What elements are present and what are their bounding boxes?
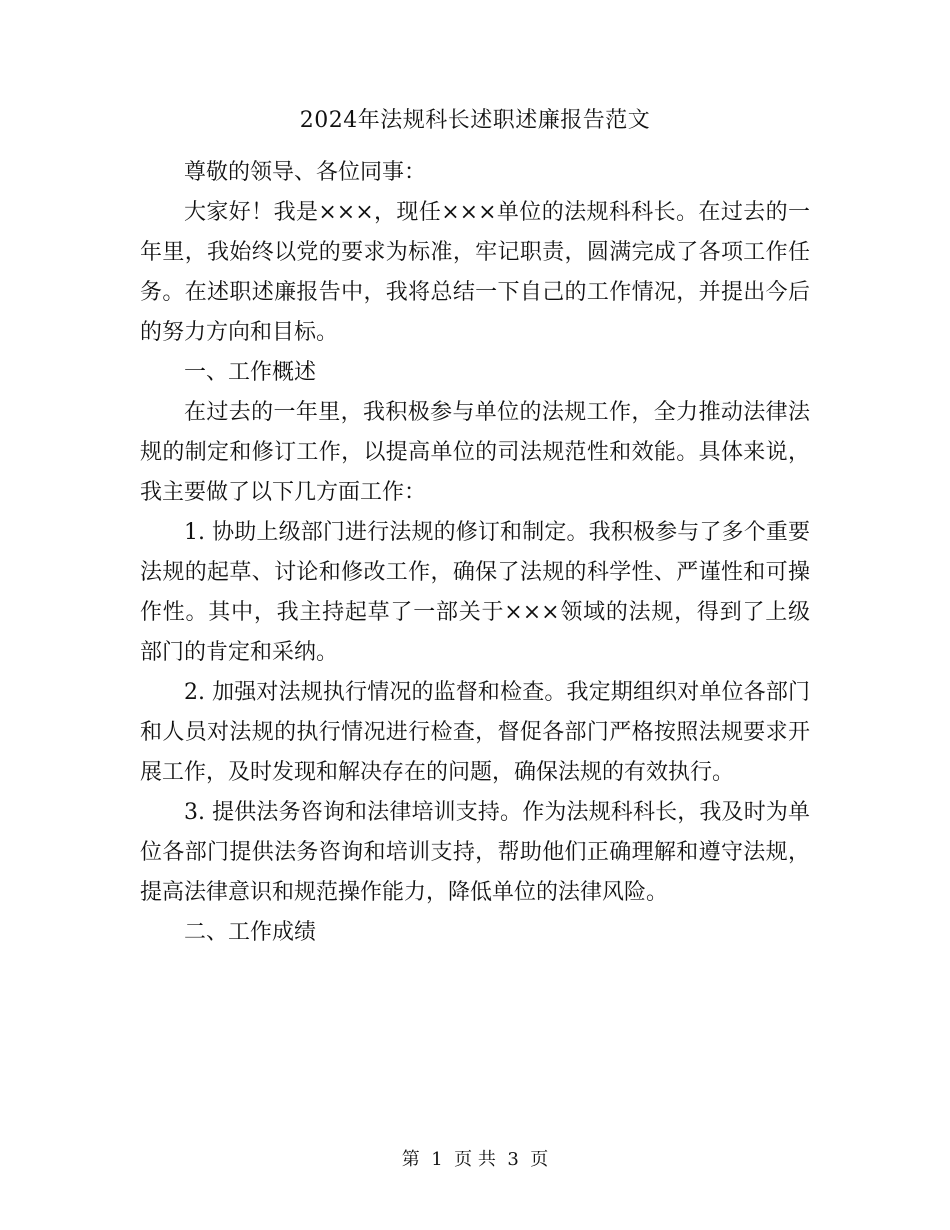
page-footer xyxy=(0,1147,950,1173)
section-heading-work-overview: 一、工作概述 xyxy=(184,360,317,385)
section-heading-work-achievements: 二、工作成绩 xyxy=(184,920,317,945)
work-item-2-paragraph: 2. 加强对法规执行情况的监督和检查。我定期组织对单位各部门和人员对法规的执行情况进行检查，督促各部门严格按照法规要求开展工作，及时发现和解决存在的问题，确保法规的有效执行。 xyxy=(140,680,810,785)
document-title: 2024年法规科长述职述廉报告范文 xyxy=(299,108,651,133)
page-label-suffix: 页 xyxy=(530,1149,549,1170)
page-label-middle: 页 共 xyxy=(454,1149,496,1170)
document-body xyxy=(140,153,810,953)
page-label-prefix: 第 xyxy=(401,1149,420,1170)
total-pages-number: 3 xyxy=(507,1149,519,1170)
work-overview-paragraph: 在过去的一年里，我积极参与单位的法规工作，全力推动法律法规的制定和修订工作，以提高单位的司法规范性和效能。具体来说，我主要做了以下几方面工作： xyxy=(140,400,810,505)
work-item-3-paragraph: 3. 提供法务咨询和法律培训支持。作为法规科科长，我及时为单位各部门提供法务咨询和培训支持，帮助他们正确理解和遵守法规，提高法律意识和规范操作能力，降低单位的法律风险。 xyxy=(140,800,810,905)
salutation-paragraph: 尊敬的领导、各位同事： xyxy=(184,160,427,185)
current-page-number: 1 xyxy=(431,1149,443,1170)
work-item-1-paragraph: 1. 协助上级部门进行法规的修订和制定。我积极参与了多个重要法规的起草、讨论和修改工作，确保了法规的科学性、严谨性和可操作性。其中，我主持起草了一部关于×××领域的法规，得到了上级部门的肯定和采纳。 xyxy=(140,520,810,665)
intro-paragraph: 大家好！我是×××，现任×××单位的法规科科长。在过去的一年里，我始终以党的要求为标准，牢记职责，圆满完成了各项工作任务。在述职述廉报告中，我将总结一下自己的工作情况，并提出今后的努力方向和目标。 xyxy=(140,200,810,345)
